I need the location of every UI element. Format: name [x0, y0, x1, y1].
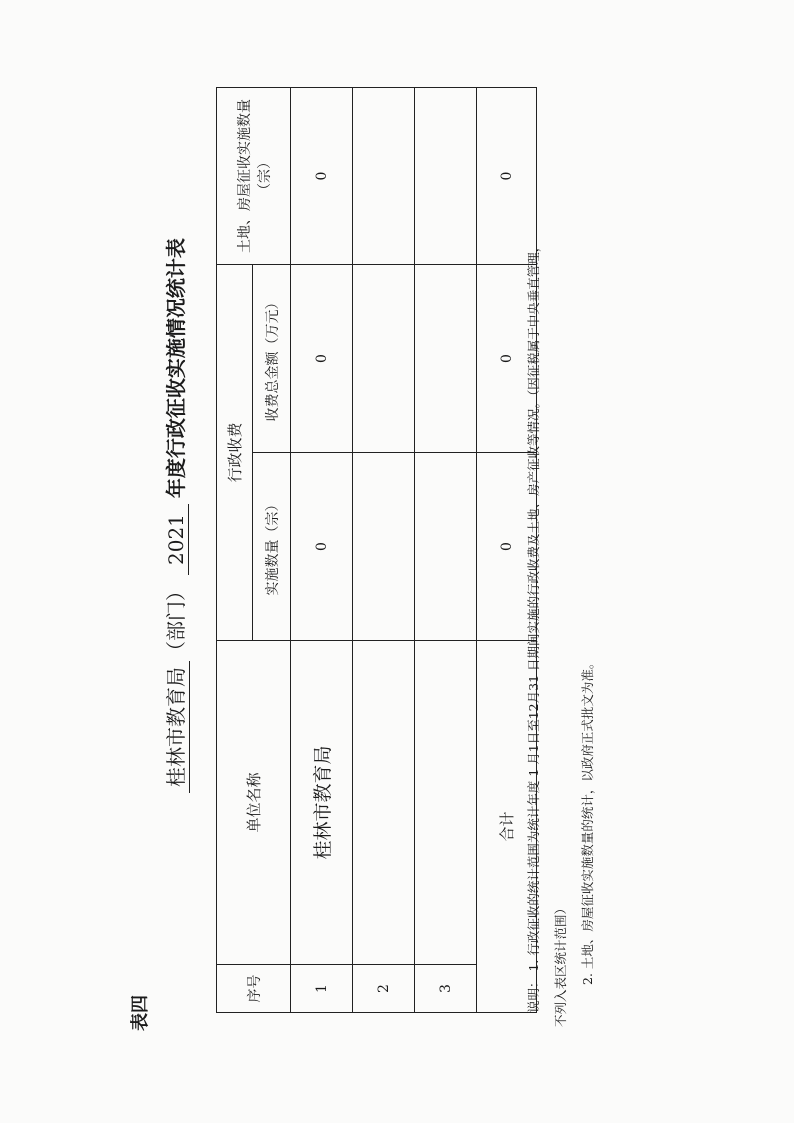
row-count: 0: [291, 453, 353, 641]
row-seq: 3: [415, 965, 477, 1013]
row-unit-name: [415, 641, 477, 965]
title-year: 2021: [164, 504, 189, 575]
header-land: 土地、房屋征收实施数量（宗）: [217, 87, 291, 264]
title-dept: （部门）: [164, 581, 188, 661]
table-row: [353, 87, 415, 1012]
row-unit-name: [353, 641, 415, 965]
note-line-1: 说明： 1. 行政征收的统计范围为统计年度 1 月1日至12月31 日期间实施的行政收费及土地、房产征收等情况。（因征税属于中央垂直管理，: [526, 239, 541, 1013]
row-count: [415, 453, 477, 641]
notes: [520, 13, 601, 1027]
figure-label: 表四: [130, 995, 151, 1031]
header-admin-fee: 行政收费: [217, 264, 253, 640]
row-land: [353, 87, 415, 264]
table-row: [415, 87, 477, 1012]
table-row: [291, 87, 353, 1012]
row-land: 0: [291, 87, 353, 264]
row-count: [353, 453, 415, 641]
header-unit-name: 单位名称: [217, 641, 291, 965]
total-label: 合计: [477, 641, 537, 1013]
row-amount: [353, 264, 415, 452]
total-count: 0: [477, 453, 537, 641]
row-seq: 1: [291, 965, 353, 1013]
page-title: [160, 238, 190, 793]
total-land: 0: [477, 87, 537, 264]
title-unit: 桂林市教育局: [160, 661, 190, 793]
row-amount: [415, 264, 477, 452]
row-amount: 0: [291, 264, 353, 452]
statistics-table: [216, 87, 537, 1013]
total-amount: 0: [477, 264, 537, 452]
note-line-3: 2. 土地、房屋征收实施数量的统计，以政府正式批文为准。: [580, 656, 595, 985]
header-seq: 序号: [217, 965, 291, 1013]
row-seq: 2: [353, 965, 415, 1013]
header-count: 实施数量（宗）: [253, 453, 291, 641]
row-land: [415, 87, 477, 264]
row-unit-name: 桂林市教育局: [291, 641, 353, 965]
title-suffix: 年度行政征收实施情况统计表: [164, 238, 188, 499]
header-amount: 收费总金额（万元）: [253, 264, 291, 452]
note-line-2: 不列入表区统计范围）: [553, 901, 568, 1027]
header-row: [217, 87, 253, 1012]
